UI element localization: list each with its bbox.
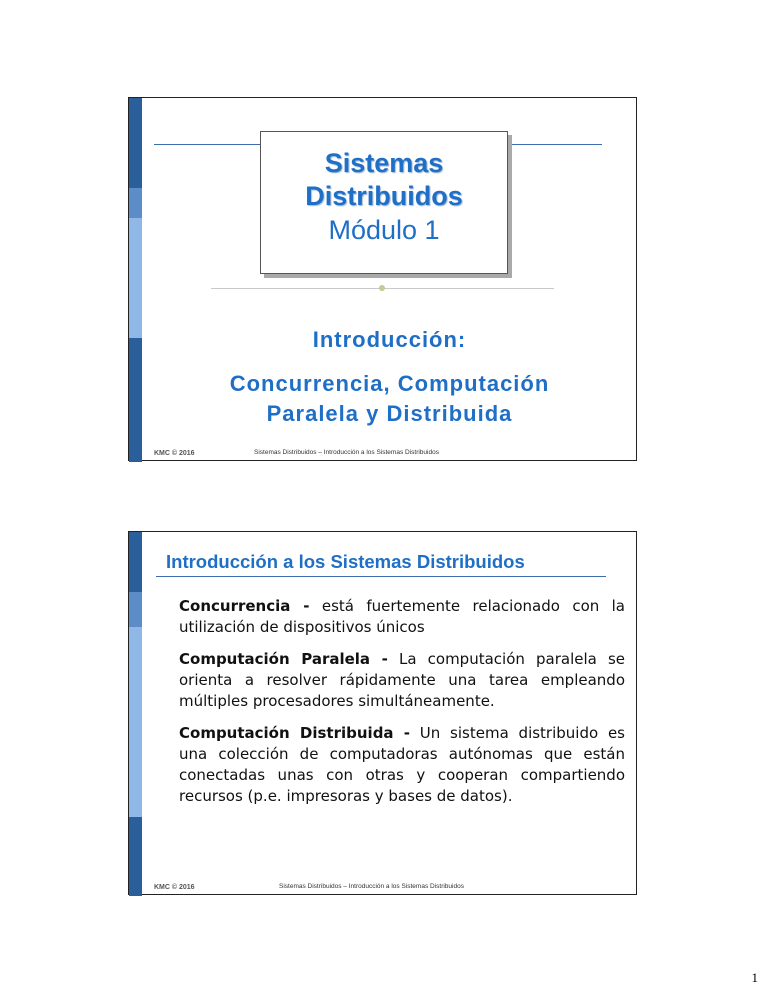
title-line-3: Módulo 1 <box>328 215 440 245</box>
slide-body <box>179 596 625 818</box>
definition-item <box>179 596 625 638</box>
title-box <box>260 131 508 274</box>
slide-1 <box>128 97 637 461</box>
footer-copyright: KMC © 2016 <box>154 450 195 457</box>
slide-2 <box>128 531 637 895</box>
slide-sidebar <box>129 532 142 894</box>
slide-title: Introducción a los Sistemas Distribuidos <box>166 551 525 572</box>
definition: La computación paralela se orienta a resolver rápidamente una tarea empleando múltiples procesadores simultáneamente. <box>179 650 625 710</box>
slide-sidebar <box>129 98 142 460</box>
title-line-2: Distribuidos <box>305 181 463 211</box>
term: Computación Paralela - <box>179 650 388 668</box>
page-number: 1 <box>751 970 758 985</box>
footer-title: Sistemas Distribuidos – Introducción a los Sistemas Distribuidos <box>254 449 439 456</box>
term: Computación Distribuida - <box>179 724 411 742</box>
definition-item <box>179 723 625 807</box>
footer-copyright: KMC © 2016 <box>154 884 195 891</box>
footer-title: Sistemas Distribuidos – Introducción a los Sistemas Distribuidos <box>279 883 464 890</box>
title-line-1: Sistemas <box>324 148 444 178</box>
title-rule <box>156 576 606 577</box>
definition-item <box>179 649 625 712</box>
subtitle-line-3: Paralela y Distribuida <box>266 401 513 426</box>
subtitle-line-2: Concurrencia, Computación <box>229 371 550 396</box>
subtitle-line-1: Introducción: <box>312 327 467 352</box>
definition: está fuertemente relacionado con la utilización de dispositivos únicos <box>179 597 626 636</box>
term: Concurrencia - <box>179 597 310 615</box>
definition: Un sistema distribuido es una colección de computadoras autónomas que están conectadas unas con otras y cooperan compartiendo recursos (p.e. impresoras y bases de datos). <box>179 724 625 805</box>
divider-dot <box>379 285 385 291</box>
